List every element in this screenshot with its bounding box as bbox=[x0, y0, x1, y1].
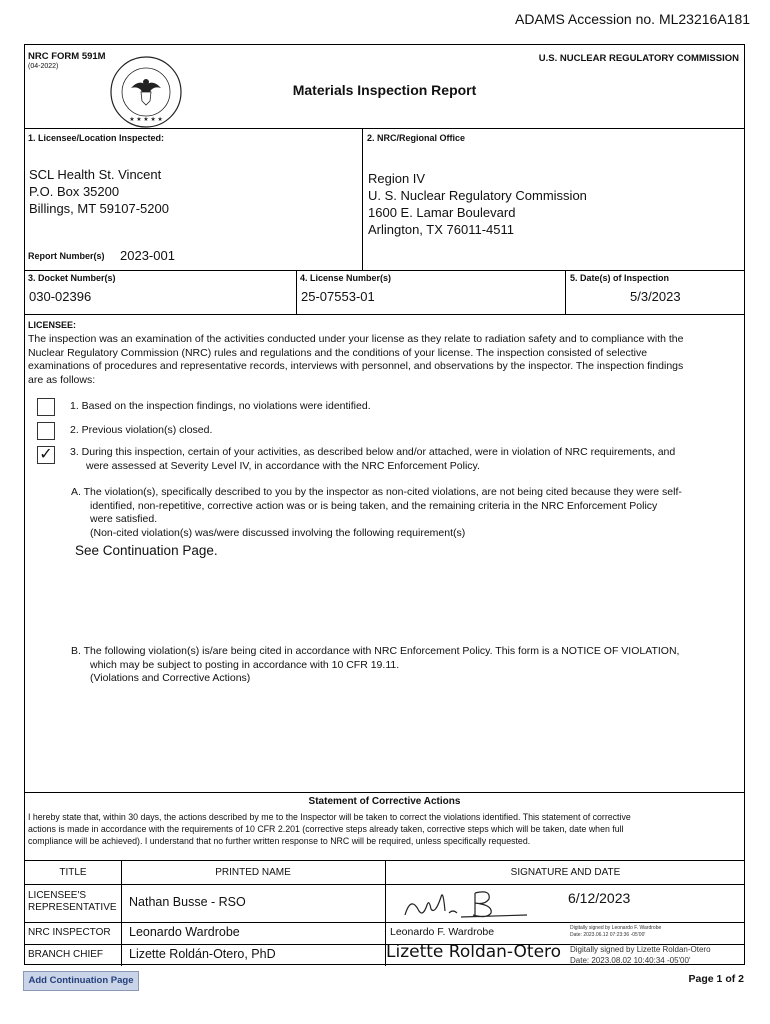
office-line: 1600 E. Lamar Boulevard bbox=[368, 205, 516, 220]
corrective-line: actions is made in accordance with the requirements of 10 CFR 2.201 (corrective steps already taken, corrective steps which will be taken, date when full bbox=[28, 824, 624, 834]
licensee-line: SCL Health St. Vincent bbox=[29, 167, 162, 182]
branch-chief-digital-stamp bbox=[570, 944, 711, 966]
intro-line: Nuclear Regulatory Commission (NRC) rules and regulations and the conditions of your license. The inspection consisted of selective bbox=[28, 346, 648, 359]
regional-office-label: 2. NRC/Regional Office bbox=[367, 133, 466, 143]
inspector-digital-stamp bbox=[570, 925, 661, 939]
item-3-line: 3. During this inspection, certain of your activities, as described below and/or attached, were in violation of NRC requirements, and bbox=[70, 446, 676, 458]
corrective-heading: Statement of Corrective Actions bbox=[308, 796, 461, 807]
page-title: Materials Inspection Report bbox=[292, 82, 477, 98]
row-title-branch-chief: BRANCH CHIEF bbox=[28, 949, 104, 960]
digital-stamp-line: Date: 2023.06.12 07:23:36 -05'00' bbox=[570, 932, 646, 938]
section-a-line: identified, non-repetitive, corrective action was or is being taken, and the remaining criteria in the NRC Enforcement Policy bbox=[90, 499, 658, 512]
section-b-line: B. The following violation(s) is/are being cited in accordance with NRC Enforcement Policy. This form is a NOTICE OF VIOLATION, bbox=[71, 645, 680, 657]
inspector-signature[interactable]: Leonardo F. Wardrobe bbox=[390, 926, 495, 938]
intro-line: The inspection was an examination of the activities conducted under your license as they relate to radiation safety and to compliance with the bbox=[28, 333, 684, 345]
licensee-address bbox=[29, 166, 169, 217]
license-value[interactable]: 25-07553-01 bbox=[301, 289, 375, 304]
item-2-text: 2. Previous violation(s) closed. bbox=[70, 424, 213, 436]
title-line: REPRESENTATIVE bbox=[28, 902, 117, 913]
inspection-date-label: 5. Date(s) of Inspection bbox=[570, 273, 670, 283]
office-line: U. S. Nuclear Regulatory Commission bbox=[368, 188, 587, 203]
report-number-label: Report Number(s) bbox=[28, 251, 105, 261]
checkbox-violations[interactable]: ✓ bbox=[37, 446, 55, 464]
digital-stamp-line: Date: 2023.08.02 10:40:34 -05'00' bbox=[570, 956, 691, 965]
col-title-header: TITLE bbox=[59, 867, 87, 878]
inspection-form bbox=[24, 44, 745, 965]
corrective-text bbox=[28, 811, 744, 847]
item-1-text: 1. Based on the inspection findings, no violations were identified. bbox=[70, 400, 371, 412]
office-line: Region IV bbox=[368, 171, 426, 186]
svg-text:★ ★ ★ ★ ★: ★ ★ ★ ★ ★ bbox=[129, 117, 163, 123]
intro-line: are as follows: bbox=[28, 373, 96, 386]
see-continuation-text[interactable]: See Continuation Page. bbox=[75, 543, 218, 558]
docket-value[interactable]: 030-02396 bbox=[29, 289, 92, 304]
title-line: LICENSEE'S bbox=[28, 890, 87, 901]
section-b-text bbox=[71, 645, 679, 686]
section-b-line: which may be subject to posting in accordance with 10 CFR 19.11. bbox=[90, 658, 400, 671]
intro-paragraph bbox=[28, 333, 743, 387]
inspector-name[interactable]: Leonardo Wardrobe bbox=[129, 925, 240, 939]
digital-stamp-line: Digitally signed by Lizette Roldan-Otero bbox=[570, 945, 711, 954]
section-b-line: (Violations and Corrective Actions) bbox=[90, 672, 251, 684]
office-line: Arlington, TX 76011-4511 bbox=[368, 222, 514, 237]
inspection-date-value[interactable]: 5/3/2023 bbox=[630, 289, 681, 304]
add-continuation-page-button[interactable]: Add Continuation Page bbox=[23, 971, 139, 991]
item-3-line: were assessed at Severity Level IV, in accordance with the NRC Enforcement Policy. bbox=[86, 459, 480, 472]
form-id: NRC FORM 591M bbox=[28, 51, 106, 62]
regional-office-address bbox=[368, 170, 587, 238]
section-a-text bbox=[71, 486, 682, 540]
licensee-rep-signature[interactable] bbox=[401, 885, 531, 926]
agency-name: U.S. NUCLEAR REGULATORY COMMISSION bbox=[538, 53, 739, 64]
license-label: 4. License Number(s) bbox=[300, 273, 392, 283]
col-name-header: PRINTED NAME bbox=[215, 867, 291, 878]
docket-label: 3. Docket Number(s) bbox=[28, 273, 116, 283]
licensee-line: Billings, MT 59107-5200 bbox=[29, 201, 169, 216]
row-title-licensee-rep bbox=[28, 890, 117, 914]
checkbox-previous-closed[interactable] bbox=[37, 422, 55, 440]
licensee-line: P.O. Box 35200 bbox=[29, 184, 120, 199]
section-a-line: (Non-cited violation(s) was/were discussed involving the following requirement(s) bbox=[90, 526, 466, 539]
digital-stamp-line: Digitally signed by Leonardo F. Wardrobe bbox=[570, 925, 662, 931]
licensee-label: 1. Licensee/Location Inspected: bbox=[28, 133, 165, 143]
item-3-text bbox=[70, 446, 675, 473]
col-signature-header: SIGNATURE AND DATE bbox=[510, 867, 621, 878]
licensee-rep-name[interactable]: Nathan Busse - RSO bbox=[129, 895, 246, 909]
accession-number: ADAMS Accession no. ML23216A181 bbox=[515, 11, 751, 27]
report-number-value[interactable]: 2023-001 bbox=[120, 248, 175, 263]
corrective-line: I hereby state that, within 30 days, the actions described by me to the Inspector will be taken to correct the violations identified. This statement of corrective bbox=[28, 812, 631, 822]
section-a-line: were satisfied. bbox=[90, 513, 158, 525]
row-title-inspector: NRC INSPECTOR bbox=[28, 927, 111, 938]
licensee-heading: LICENSEE: bbox=[28, 320, 77, 330]
branch-chief-signature[interactable]: Lizette Roldan-Otero bbox=[386, 942, 562, 962]
page-number: Page 1 of 2 bbox=[688, 973, 744, 985]
branch-chief-name[interactable]: Lizette Roldán-Otero, PhD bbox=[129, 947, 276, 961]
checkbox-no-violations[interactable] bbox=[37, 398, 55, 416]
corrective-line: compliance will be achieved). I understand that no further written response to NRC will be required, unless specifically requested. bbox=[28, 836, 531, 846]
section-a-line: A. The violation(s), specifically described to you by the inspector as non-cited violations, are not being cited because they were self- bbox=[71, 486, 682, 498]
intro-line: examinations of procedures and representative records, interviews with personnel, and observations by the inspector. The inspection findings bbox=[28, 360, 684, 372]
licensee-rep-date[interactable]: 6/12/2023 bbox=[568, 890, 631, 906]
form-date: (04-2022) bbox=[28, 63, 59, 70]
